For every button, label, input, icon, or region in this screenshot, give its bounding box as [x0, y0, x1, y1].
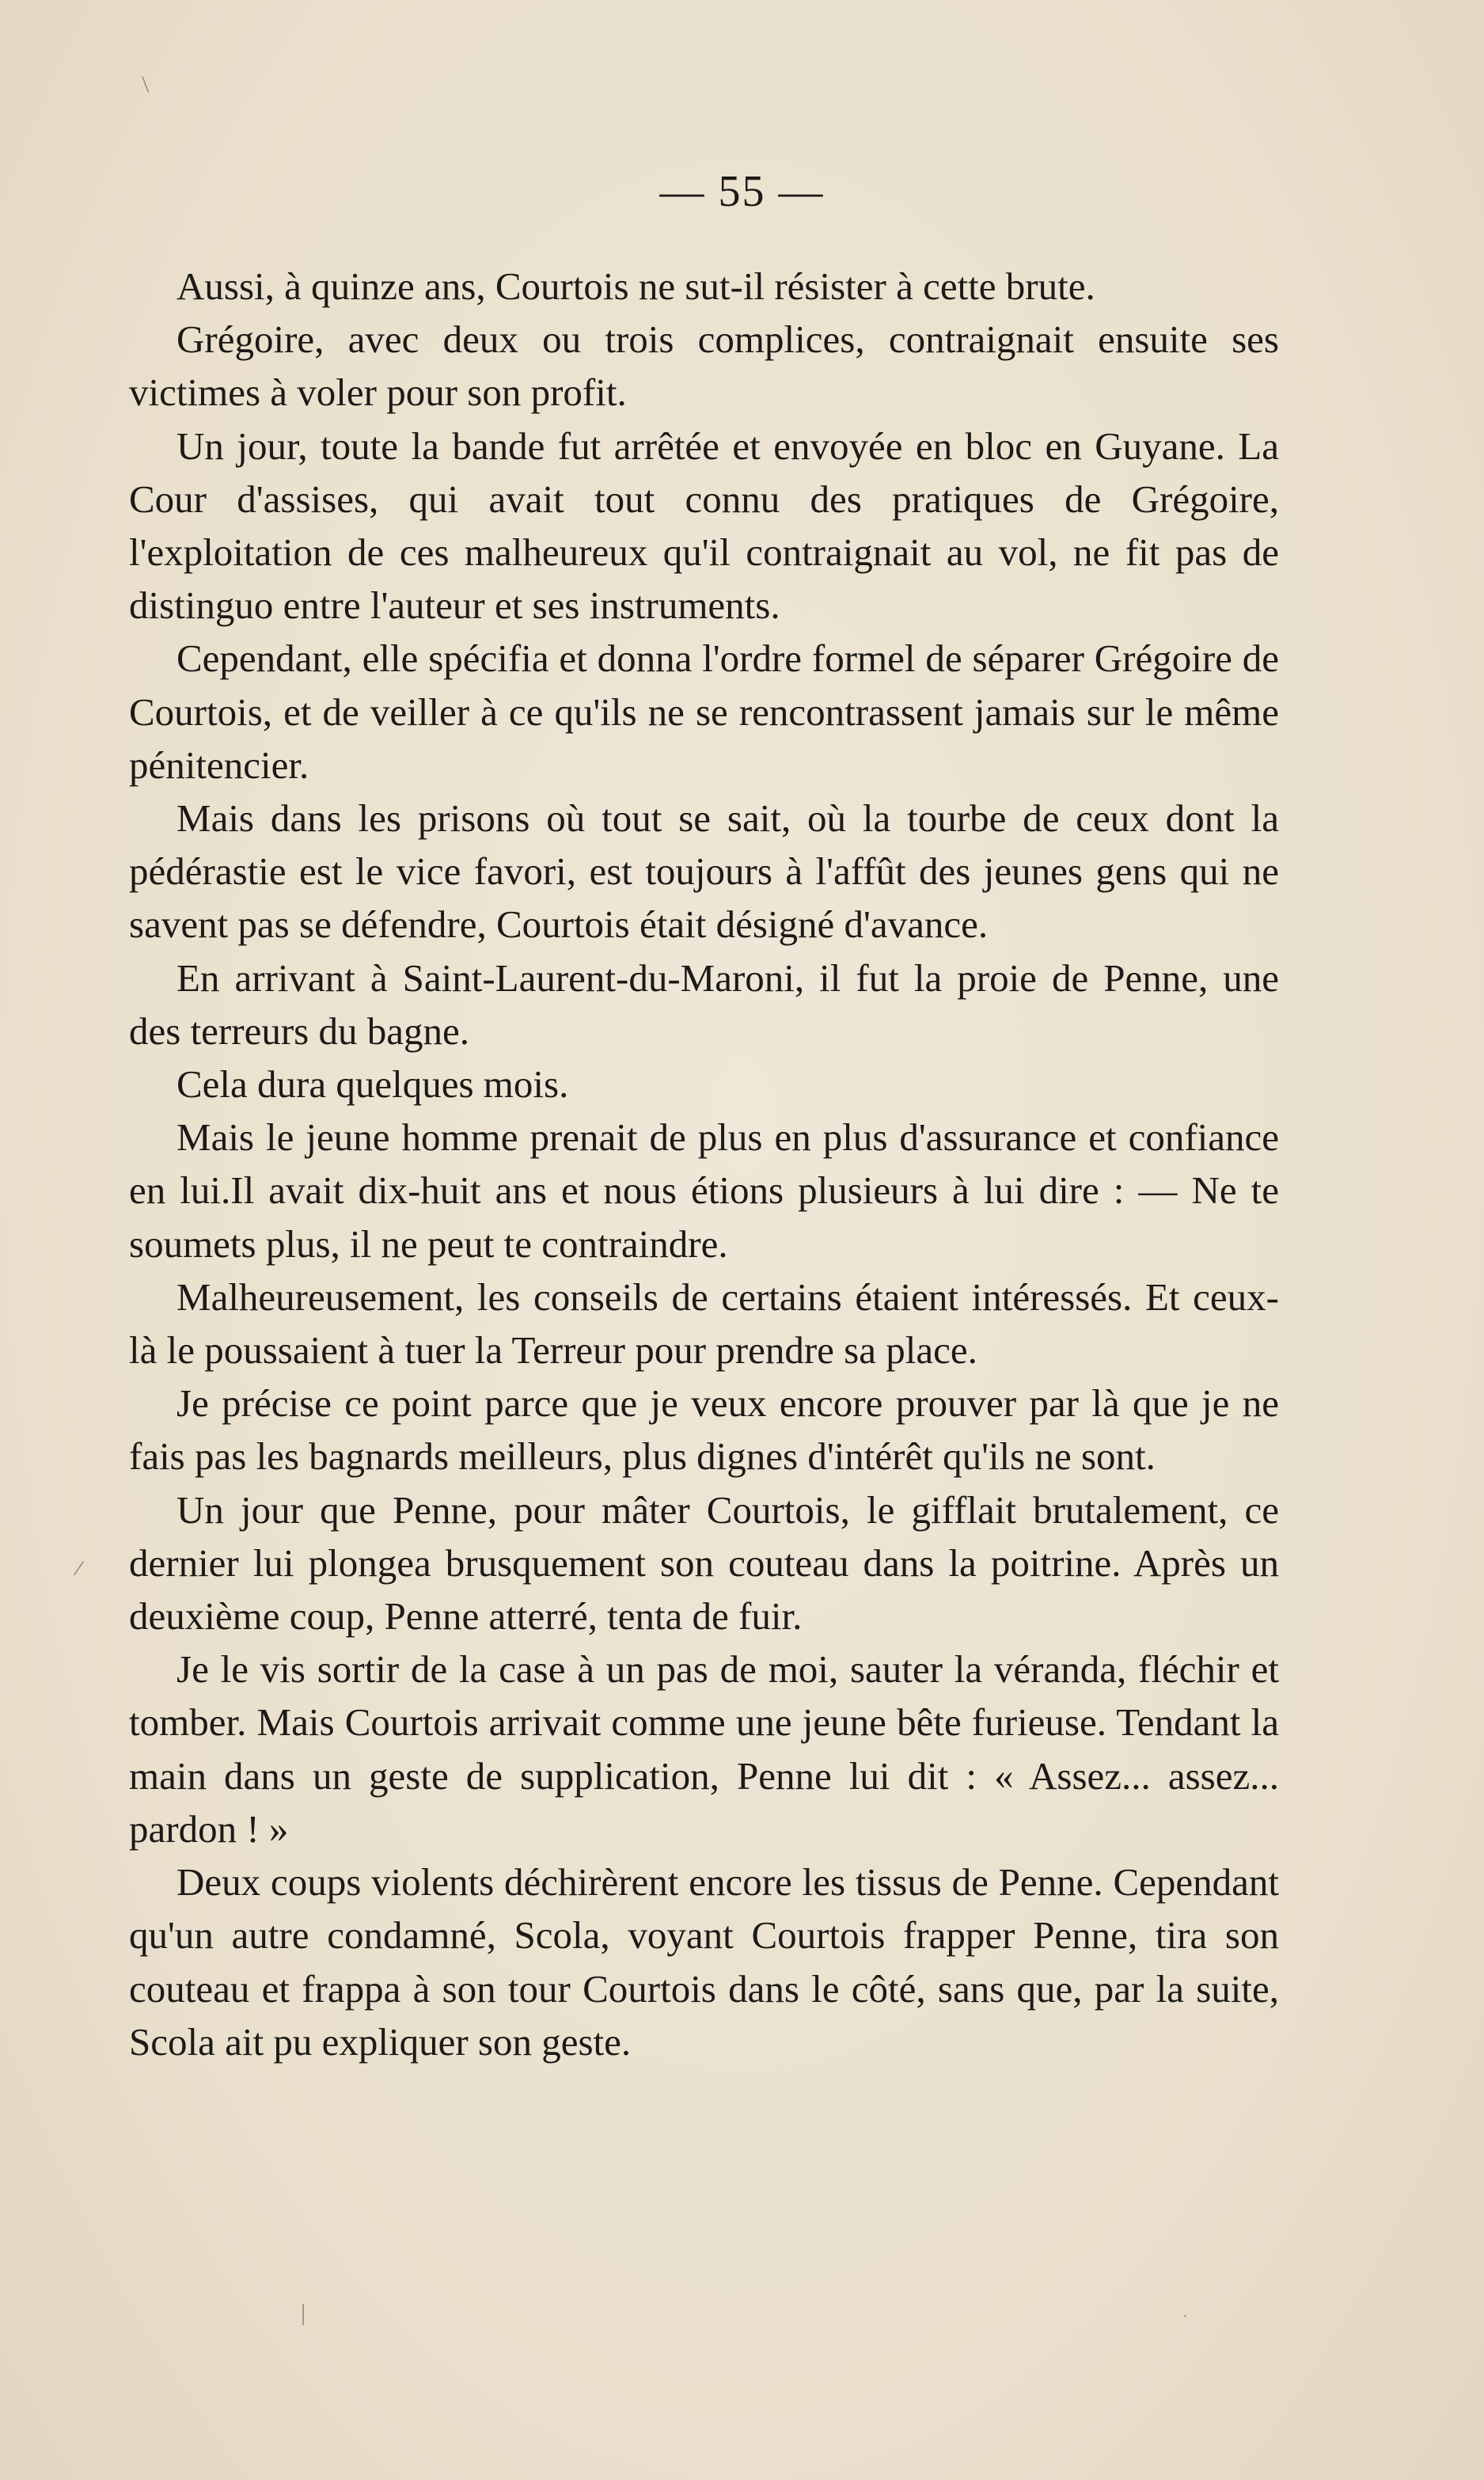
paragraph: Mais dans les prisons où tout se sait, où la tourbe de ceux dont la pédérastie est le vice favori, est toujours à l'affût des jeunes gens qui ne savent pas se défendre, Courtois était désigné d'avance.	[129, 796, 1279, 947]
paragraph: Mais le jeune homme prenait de plus en plus d'assurance et confiance en lui.Il avait dix-huit ans et nous étions plusieurs à lui dire : — Ne te soumets plus, il ne peut te contraindre.	[129, 1115, 1279, 1266]
stray-mark-bottom-right: .	[1183, 2303, 1187, 2321]
paragraph: Malheureusement, les conseils de certains étaient intéressés. Et ceux-là le poussaient à tuer la Terreur pour prendre sa place.	[129, 1274, 1279, 1373]
stray-mark-top-left: /	[135, 72, 157, 97]
paragraph: Cependant, elle spécifia et donna l'ordre formel de séparer Grégoire de Courtois, et de veiller à ce qu'ils ne se rencontrassent jamais sur le même pénitencier.	[129, 636, 1279, 787]
paragraph: En arrivant à Saint-Laurent-du-Maroni, il fut la proie de Penne, une des terreurs du bagne.	[129, 955, 1279, 1053]
body-text	[129, 260, 1279, 2068]
paragraph: Je le vis sortir de la case à un pas de moi, sauter la véranda, fléchir et tomber. Mais Courtois arrivait comme une jeune bête furieuse. Tendant la main dans un geste de supplication, Penne lui dit : « Assez... assez... pardon ! »	[129, 1647, 1279, 1851]
stray-mark-left: /	[72, 1555, 85, 1582]
page-number: — 55 —	[659, 167, 825, 216]
paragraph: Deux coups violents déchirèrent encore les tissus de Penne. Cependant qu'un autre condamné, Scola, voyant Courtois frapper Penne, tira son couteau et frappa à son tour Courtois dans le côté, sans que, par la suite, Scola ait pu expliquer son geste.	[129, 1860, 1279, 2064]
paragraph: Aussi, à quinze ans, Courtois ne sut-il résister à cette brute.	[176, 264, 1095, 308]
paragraph: Un jour, toute la bande fut arrêtée et envoyée en bloc en Guyane. La Cour d'assises, qui avait tout connu des pratiques de Grégoire, l'exploitation de ces malheureux qu'il contraignait au vol, ne fit pas de distinguo entre l'auteur et ses instruments.	[129, 423, 1279, 628]
paragraph: Grégoire, avec deux ou trois complices, contraignait ensuite ses victimes à voler pour son profit.	[129, 317, 1279, 415]
paragraph: Cela dura quelques mois.	[176, 1062, 569, 1107]
paragraph: Je précise ce point parce que je veux encore prouver par là que je ne fais pas les bagnards meilleurs, plus dignes d'intérêt qu'ils ne sont.	[129, 1381, 1279, 1479]
stray-mark-bottom-left: |	[301, 2300, 306, 2326]
paragraph: Un jour que Penne, pour mâter Courtois, le gifflait brutalement, ce dernier lui plongea brusquement son couteau dans la poitrine. Après un deuxième coup, Penne atterré, tenta de fuir.	[129, 1487, 1279, 1639]
